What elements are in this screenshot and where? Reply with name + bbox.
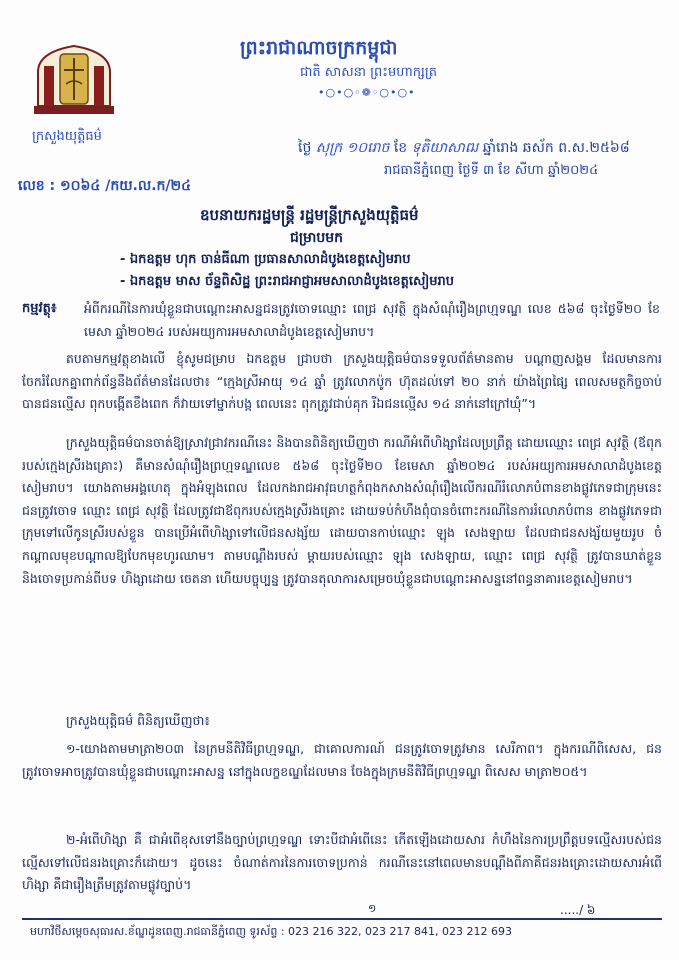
place-day-handwritten: ៣	[483, 163, 495, 178]
ornament-divider: •○•○◦❁◦○•○•	[318, 86, 416, 99]
ministry-emblem-icon	[28, 36, 120, 122]
recipient-1: - ឯកឧត្តម ហុក ចាន់ធីណា ប្រធានសាលាដំបូងខេត្តសៀមរាប	[120, 252, 411, 267]
lunar-year: ឆ្នាំរោង ឆស័ក ព.ស.២៥៦៨	[482, 140, 630, 156]
paragraph-4: ១-យោងតាមមាត្រា២០៣ នៃក្រមនីតិវិធីព្រហ្មទណ្ឌ, ជាគោលការណ៍ ជនត្រូវចោទត្រូវមាន សេរីភាព។ ក្នុងករណីពិសេស, ជនត្រូវចោទអាចត្រូវបានឃុំខ្លួនជាបណ្ដោះអាសន្ន នៅក្នុងលក្ខខណ្ឌដែលមាន ចែងក្នុងក្រមនីតិវិធីព្រហ្មទណ្ឌ ពិសេស មាត្រា២០៥។	[22, 741, 662, 779]
subject-text: អំពីករណីនៃការឃុំខ្លួនជាបណ្ដោះអាសន្នជនត្រូវចោទឈ្មោះ ពេជ្រ សុវត្ថិ ក្នុងសំណុំរឿងព្រហ្មទណ្ឌ លេខ ៥៦៨ ចុះថ្ងៃទី២០ ខែមេសា ឆ្នាំ២០២៤ របស់អយ្យការអមសាលាដំបូងខេត្តសៀមរាប។	[84, 301, 660, 339]
ministry-name: ក្រសួងយុត្តិធម៌	[32, 129, 102, 144]
paragraph-1: តបតាមកម្មវត្ថុខាងលើ ខ្ញុំសូមជម្រាប ឯកឧត្តម ជ្រាបថា ក្រសួងយុត្តិធម៌បានទទួលព័ត៌មានតាម បណ្ដាញសង្គម ដែលមានការចែករំលែកគ្នាពាក់ព័ន្ធនឹងព័ត៌មានដែលថា៖ “ក្មេងស្រីអាយុ ១៤ ឆ្នាំ ត្រូវលោកប៉ូក ហ៊ុតដល់ទៅ ២០ នាក់ យ៉ាងព្រៃផ្សៃ ពេលសមត្ថកិច្ចចាប់បានជនល្មើស ពុកបង្កើតខឹងពេក ក៏វាយទៅម្នាក់បង្ក ពេលនេះ ពុកត្រូវជាប់គុក រីឯជនល្មើស ១៤ នាក់នៅក្រៅឃុំ”។	[22, 351, 662, 412]
lunar-date-prefix: ថ្ងៃ	[298, 140, 312, 156]
recipient-2: - ឯកឧត្តម មាស ច័ន្ទពិសិដ្ឋ ព្រះរាជអាជ្ញាអមសាលាដំបូងខេត្តសៀមរាប	[120, 274, 455, 289]
kingdom-title: ព្រះរាជាណាចក្រកម្ពុជា	[240, 37, 398, 59]
footer-mark: ...../ ៦	[560, 903, 596, 917]
place-date-prefix: រាជធានីភ្នំពេញ ថ្ងៃទី	[384, 163, 479, 178]
paragraph-3: ក្រសួងយុត្តិធម៌ ពិនិត្យឃើញថា៖	[66, 713, 210, 728]
lunar-month-handwritten: ទុតិយាសាឍ	[411, 140, 479, 156]
footer-address: មហាវិថីសម្ដេចសុធារស.ខ័ណ្ឌដូនពេញ.រាជធានីភ្នំពេញ ទូរស័ព្ទ : 023 216 322, 023 217 841, 023 212 693	[30, 925, 512, 938]
national-motto: ជាតិ សាសនា ព្រះមហាក្សត្រ	[300, 65, 437, 80]
place-month-handwritten: សីហា	[514, 163, 544, 178]
paragraph-5: ២-អំពើហិង្សា គឺ ជាអំពើខុសទៅនឹងច្បាប់ព្រហ្មទណ្ឌ ទោះបីជាអំពើនេះ កើតឡើងដោយសារ កំហឹងនៃការប្រព្រឹត្តបទល្មើសរបស់ជនល្មើសទៅលើជនរងគ្រោះក៏ដោយ។ ដូចនេះ ចំណាត់ការនៃការចោទប្រកាន់ ករណីនេះនៅពេលមានបណ្ដឹងពីភាគីជនរងគ្រោះដោយសារអំពើហិង្សា គឺជារឿងត្រឹមត្រូវតាមផ្លូវច្បាប់។	[22, 832, 662, 893]
lunar-date-handwritten: សុក្រ ១០រោច	[315, 140, 390, 156]
respectfully-to: ជម្រាបមក	[290, 230, 344, 246]
place-year: ឆ្នាំ២០២៤	[547, 163, 599, 178]
lunar-date-line	[298, 138, 630, 159]
reference-number: លេខ : ១០៦៤ /កយ.ល.ក/២៤	[18, 178, 192, 194]
subject-label: កម្មវត្ថុ៖	[22, 301, 57, 316]
paragraph-2: ក្រសួងយុត្តិធម៌បានចាត់ឱ្យស្រាវជ្រាវករណីនេះ និងបានពិនិត្យឃើញថា ករណីអំពើហិង្សាដែលប្រព្រឹត្ត ដោយឈ្មោះ ពេជ្រ សុវត្ថិ (ឪពុករបស់ក្មេងស្រីរងគ្រោះ) គឺមានសំណុំរឿងព្រហ្មទណ្ឌលេខ ៥៦៨ ចុះថ្ងៃទី២០ ខែមេសា ឆ្នាំ២០២៤ របស់អយ្យការអមសាលាដំបូងខេត្តសៀមរាប។ យោងតាមអង្គហេតុ ក្នុងអំឡុងពេល ដែលកងរាជអាវុធហត្ថកំពុងកសាងសំណុំរឿងលើករណីរំលោភបំពានខាងផ្លូវភេទជាក្រុមនេះ ជនត្រូវចោទ ឈ្មោះ ពេជ្រ សុវត្ថិ ដែលត្រូវជាឪពុករបស់ក្មេងស្រីរងគ្រោះ ដោយទប់កំហឹងពុំបានចំពោះករណីនៃការរំលោភបំពាន ខាងផ្លូវភេទជាក្រុមទៅលើកូនស្រីរបស់ខ្លួន បានប្រើអំពើហិង្សាទៅលើជនសង្ស័យ ដោយបានកាប់ឈ្មោះ ឡុង សេងឡាយ ដែលជាជនសង្ស័យមួយរូប ចំកណ្ដាលមុខបណ្ដាលឱ្យបែកមុខហូរឈាម។ តាមបណ្ដឹងរបស់ ម្ដាយរបស់ឈ្មោះ ឡុង សេងឡាយ, ឈ្មោះ ពេជ្រ សុវត្ថិ ត្រូវបានឃាត់ខ្លួន និងចោទប្រកាន់ពីបទ ហិង្សាដោយ ចេតនា ហើយបច្ចុប្បន្ន ត្រូវបានតុលាការសម្រេចឃុំខ្លួនជាបណ្ដោះអាសន្ននៅពន្ធនាគារខេត្តសៀមរាប។	[22, 435, 662, 586]
footer-divider	[22, 918, 662, 920]
place-month-label: ខែ	[498, 163, 511, 178]
sender-title: ឧបនាយករដ្ឋមន្ត្រី រដ្ឋមន្ត្រីក្រសួងយុត្តិធម៌	[200, 206, 419, 224]
place-date-line	[384, 162, 598, 181]
lunar-date-month-label: ខែ	[393, 140, 408, 156]
page-number: ១	[368, 902, 377, 915]
